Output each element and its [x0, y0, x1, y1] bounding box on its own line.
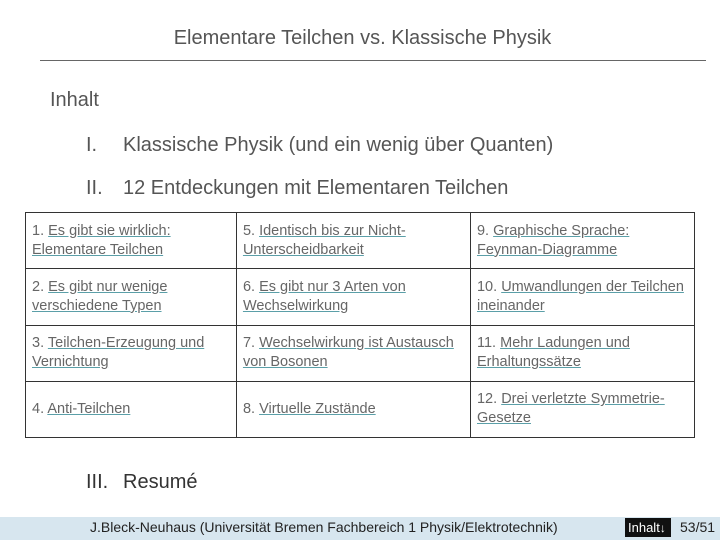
- topic-number: 9.: [476, 222, 490, 239]
- topic-link-1[interactable]: Es gibt sie wirklich: Elementare Teilchen: [32, 222, 171, 258]
- topic-number: 7.: [242, 335, 256, 352]
- topic-link-3[interactable]: Teilchen-Erzeugung und Vernichtung: [32, 335, 205, 371]
- page-number: 53/51: [680, 519, 716, 535]
- toc-item-2-number: II.: [86, 177, 103, 199]
- footer-author: J.Bleck-Neuhaus (Universität Bremen Fachbereich 1 Physik/Elektrotechnik): [90, 519, 558, 535]
- topic-link-4[interactable]: Anti-Teilchen: [47, 400, 131, 417]
- topic-cell-5: [236, 213, 470, 269]
- topic-number: 1.: [32, 222, 45, 239]
- toc-item-1-text: Klassische Physik (und ein wenig über Quanten): [123, 134, 554, 156]
- topic-link-7[interactable]: Wechselwirkung ist Austausch von Bosonen: [242, 335, 454, 371]
- topic-cell-2: [26, 269, 237, 325]
- title-divider: [40, 60, 706, 61]
- topic-cell-4: [26, 381, 237, 437]
- topic-cell-1: [26, 213, 237, 269]
- topic-cell-11: [470, 325, 694, 381]
- table-row: [26, 325, 695, 381]
- toc-item-3-text: Resumé: [123, 471, 198, 493]
- toc-item-3[interactable]: [86, 471, 197, 494]
- topic-link-12[interactable]: Drei verletzte Symmetrie-Gesetze: [476, 391, 665, 427]
- topic-cell-10: [470, 269, 694, 325]
- inhalt-heading: Inhalt: [50, 89, 99, 111]
- topic-link-6[interactable]: Es gibt nur 3 Arten von Wechselwirkung: [242, 278, 406, 314]
- toc-item-1-number: I.: [86, 134, 98, 156]
- slide-title: Elementare Teilchen vs. Klassische Physik: [173, 27, 552, 49]
- topic-link-10[interactable]: Umwandlungen der Teilchen ineinander: [476, 278, 684, 314]
- topic-number: 11.: [476, 335, 497, 352]
- table-row: [26, 381, 695, 437]
- topic-link-5[interactable]: Identisch bis zur Nicht-Unterscheidbarkeit: [242, 222, 406, 258]
- table-row: [26, 269, 695, 325]
- toc-item-3-number: III.: [86, 471, 109, 493]
- topic-cell-6: [236, 269, 470, 325]
- discoveries-table: [25, 212, 695, 438]
- topic-cell-7: [236, 325, 470, 381]
- topic-cell-9: [470, 213, 694, 269]
- topic-number: 12.: [476, 391, 498, 408]
- topic-number: 6.: [242, 278, 256, 295]
- toc-item-2[interactable]: [86, 177, 508, 200]
- topic-cell-3: [26, 325, 237, 381]
- topic-link-8[interactable]: Virtuelle Zustände: [259, 400, 376, 417]
- topic-cell-8: [236, 381, 470, 437]
- topic-number: 8.: [242, 400, 256, 417]
- topic-number: 5.: [242, 222, 256, 239]
- table-row: [26, 213, 695, 269]
- topic-number: 3.: [32, 335, 45, 352]
- topic-number: 10.: [476, 278, 498, 295]
- inhalt-nav-button[interactable]: [625, 518, 671, 537]
- inhalt-nav-label: Inhalt: [628, 520, 660, 535]
- toc-item-1[interactable]: [86, 134, 553, 157]
- arrow-down-icon: ↓: [659, 521, 666, 535]
- topic-number: 2.: [32, 278, 45, 295]
- toc-item-2-text: 12 Entdeckungen mit Elementaren Teilchen: [123, 177, 509, 199]
- topic-number: 4.: [32, 400, 45, 417]
- topic-cell-12: [470, 381, 694, 437]
- topic-link-9[interactable]: Graphische Sprache: Feynman-Diagramme: [476, 222, 630, 258]
- topic-link-11[interactable]: Mehr Ladungen und Erhaltungssätze: [476, 335, 630, 371]
- topic-link-2[interactable]: Es gibt nur wenige verschiedene Typen: [32, 278, 168, 314]
